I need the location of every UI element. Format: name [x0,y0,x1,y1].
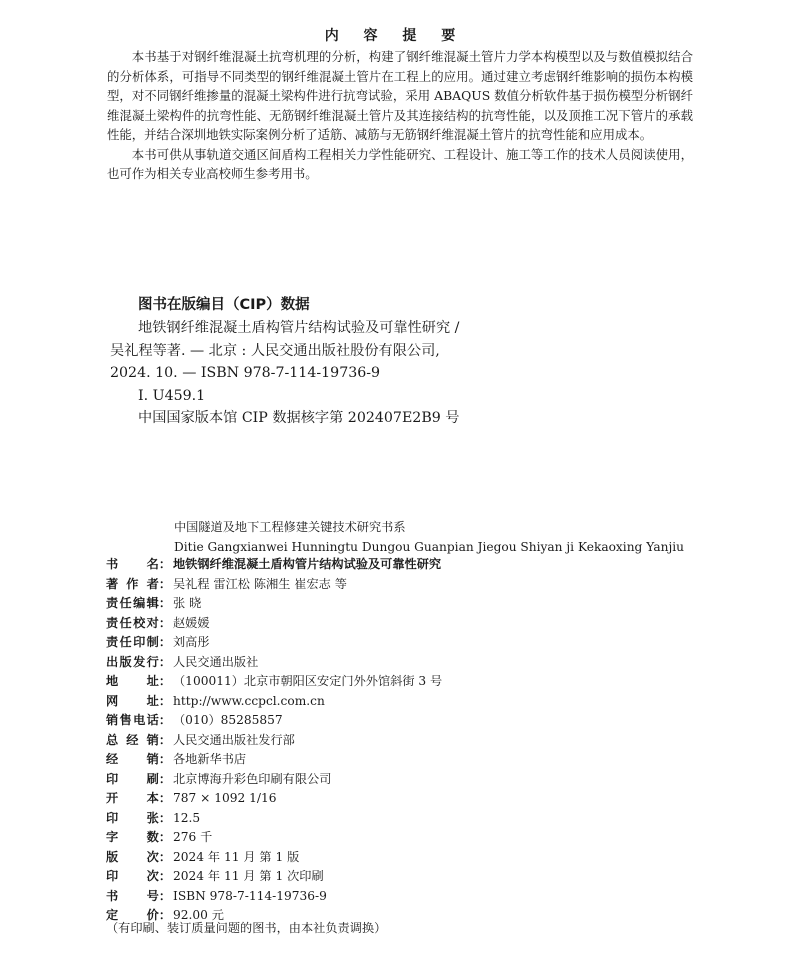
series-block [174,518,684,557]
record-value: 人民交通出版社发行部 [173,732,295,747]
record-value: 地铁钢纤维混凝土盾构管片结构试验及可靠性研究 [173,557,442,571]
record-label [106,653,173,673]
record-value: 92.00 元 [173,908,224,922]
record-value: （010）85285857 [173,713,283,727]
record-label-text: 字数 [106,830,159,844]
record-label [106,692,173,712]
record-label [106,789,173,809]
record-colon: ： [158,888,171,903]
record-label [106,575,173,595]
record-row [106,711,706,731]
record-colon: ： [158,849,171,864]
record-label [106,731,173,751]
cip-line: Ⅰ. U459.1 [138,387,206,404]
record-row [106,614,706,634]
record-label-text: 书号 [106,888,159,903]
record-label-text: 经销 [106,752,159,766]
record-value: 276 千 [173,830,213,844]
record-label [106,633,173,653]
summary-paragraph: 本书可供从事轨道交通区间盾构工程相关力学性能研究、工程设计、施工等工作的技术人员阅读使用，也可作为相关专业高校师生参考用书。 [107,146,693,181]
record-value: 2024 年 11 月 第 1 版 [173,849,300,864]
record-row [106,672,706,692]
quality-note: （有印刷、装订质量问题的图书，由本社负责调换） [106,921,387,935]
cip-heading: 图书在版编目（CIP）数据 [138,297,310,313]
record-label-text: 网址 [106,693,159,708]
record-row [106,750,706,770]
record-label [106,828,173,848]
record-label [106,555,173,575]
record-colon: ： [158,596,171,610]
record-colon: ： [158,576,171,591]
record-label-text: 责任印制 [106,635,159,649]
record-row [106,575,706,595]
record-label-text: 出版发行 [106,654,159,669]
publication-records [106,555,706,926]
record-label-text: 责任编辑 [106,596,159,610]
record-colon: ： [158,908,171,922]
record-label-text: 定价 [106,908,159,922]
record-colon: ： [158,557,171,571]
record-colon: ： [158,771,171,786]
record-row [106,828,706,848]
record-label-text: 地址 [106,674,159,688]
record-row [106,809,706,829]
record-colon: ： [158,713,171,727]
record-label [106,887,173,907]
record-value: 张 晓 [173,596,202,610]
record-row [106,555,706,575]
cip-line: 吴礼程等著. — 北京 : 人民交通出版社股份有限公司, [110,342,440,359]
record-row [106,692,706,712]
record-label [106,711,173,731]
record-colon: ： [158,869,171,883]
summary-paragraph: 本书基于对钢纤维混凝土抗弯机理的分析，构建了钢纤维混凝土管片力学本构模型以及与数值模拟结合的分析体系，可指导不同类型的钢纤维混凝土管片在工程上的应用。通过建立考虑钢纤维影响的损伤本构模型，对不同钢纤维掺量的混凝土梁构件进行抗弯试验，采用 ABAQUS 数值分析软件基于损伤模型分析钢纤维混凝土梁构件的抗弯性能、无筋钢纤维混凝土管片及其连接结构的抗弯性能，以及顶推工况下管片的承载性能，并结合深圳地铁实际案例分析了适筋、减筋与无筋钢纤维混凝土管片的抗弯性能和应用成本。 [107,49,693,142]
record-colon: ： [158,615,171,630]
summary-section [107,47,693,184]
cip-line: 地铁钢纤维混凝土盾构管片结构试验及可靠性研究 / [138,320,460,336]
record-row [106,789,706,809]
record-label-text: 印次 [106,869,159,883]
cip-line: 中国国家版本馆 CIP 数据核字第 202407E2B9 号 [138,410,460,426]
record-label-text: 开本 [106,791,159,805]
record-label-text: 印刷 [106,771,159,786]
record-label-text: 著作者 [106,576,159,591]
record-colon: ： [158,732,171,747]
record-label [106,750,173,770]
record-label-text: 书名 [106,557,159,571]
record-value: 人民交通出版社 [173,654,259,669]
record-row [106,867,706,887]
record-row [106,887,706,907]
cip-block [110,294,710,430]
record-value: 刘高彤 [173,635,210,649]
record-label [106,867,173,887]
record-row [106,848,706,868]
record-colon: ： [158,635,171,649]
record-row [106,594,706,614]
record-label [106,614,173,634]
record-value: 12.5 [173,810,201,825]
record-row [106,770,706,790]
record-colon: ： [158,791,171,805]
record-value: （100011）北京市朝阳区安定门外外馆斜街 3 号 [173,674,443,688]
record-value: http://www.ccpcl.com.cn [173,693,325,708]
record-colon: ： [158,752,171,766]
record-colon: ： [158,674,171,688]
record-label-text: 印张 [106,810,159,825]
record-label [106,848,173,868]
record-row [106,653,706,673]
record-label [106,594,173,614]
record-colon: ： [158,830,171,844]
record-row [106,633,706,653]
record-value: ISBN 978-7-114-19736-9 [173,888,327,903]
book-pinyin-title: Ditie Gangxianwei Hunningtu Dungou Guanpian Jiegou Shiyan ji Kekaoxing Yanjiu [174,539,684,554]
record-colon: ： [158,810,171,825]
record-label-text: 版次 [106,849,159,864]
record-value: 赵媛媛 [173,615,210,630]
cip-line: 2024. 10. — ISBN 978-7-114-19736-9 [110,365,381,381]
record-row [106,731,706,751]
record-value: 787 × 1092 1/16 [173,791,277,805]
record-label [106,672,173,692]
record-colon: ： [158,654,171,669]
record-label-text: 责任校对 [106,615,159,630]
record-label [106,770,173,790]
record-colon: ： [158,693,171,708]
series-name: 中国隧道及地下工程修建关键技术研究书系 [174,520,406,534]
record-label-text: 总经销 [106,732,159,747]
record-label-text: 销售电话 [106,713,159,727]
record-value: 北京博海升彩色印刷有限公司 [173,771,332,786]
record-value: 各地新华书店 [173,752,247,766]
record-value: 2024 年 11 月 第 1 次印刷 [173,869,324,883]
record-label [106,809,173,829]
summary-title: 内 容 提 要 [324,28,466,44]
record-value: 吴礼程 雷江松 陈湘生 崔宏志 等 [173,576,347,591]
